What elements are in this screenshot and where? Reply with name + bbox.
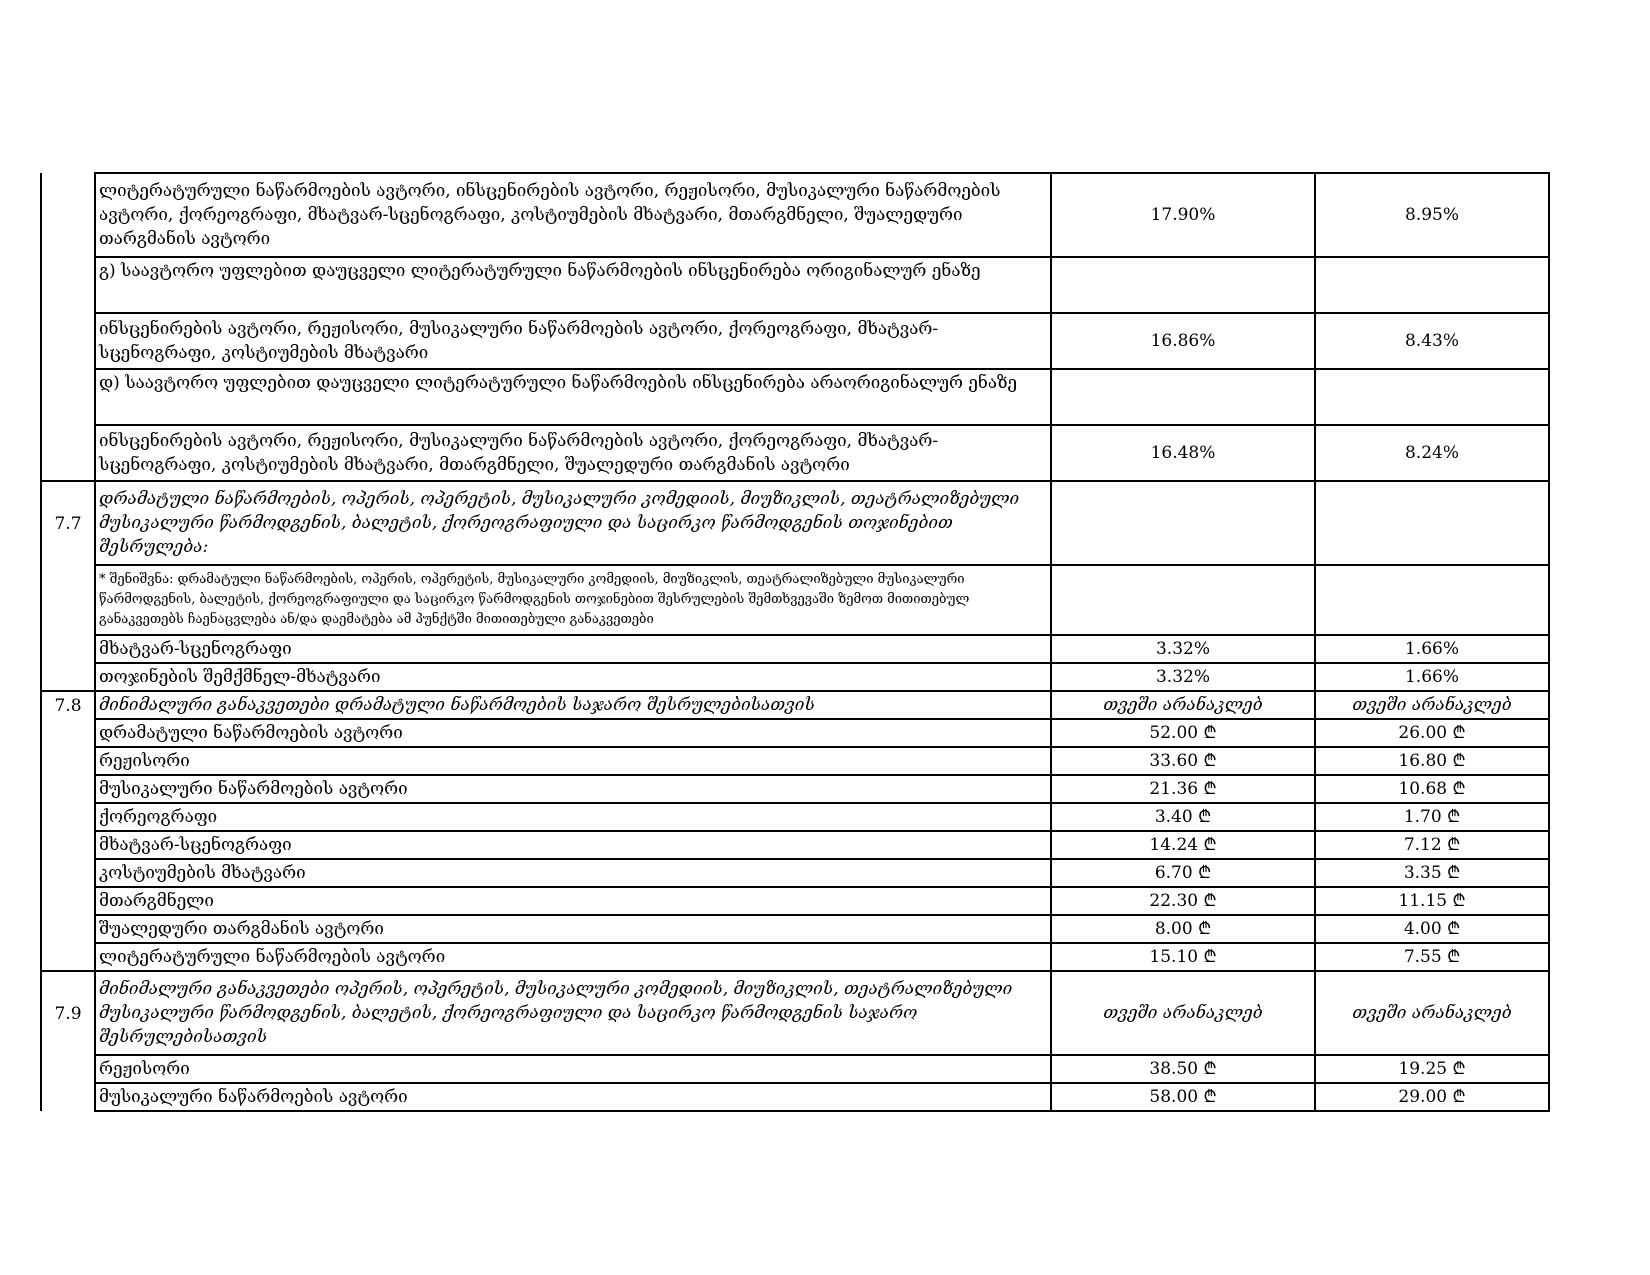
rate-primary: თვეში არანაკლებ [1051, 971, 1315, 1055]
table-row [41, 775, 1549, 803]
rate-primary: 58.00 ₾ [1051, 1083, 1315, 1111]
rate-primary: 33.60 ₾ [1051, 747, 1315, 775]
row-description: კოსტიუმების მხატვარი [95, 859, 1051, 887]
section-number [41, 831, 95, 859]
rate-secondary: 4.00 ₾ [1315, 915, 1549, 943]
rate-primary: 17.90% [1051, 173, 1315, 257]
table-row [41, 481, 1549, 565]
rate-secondary: 29.00 ₾ [1315, 1083, 1549, 1111]
row-description: რეჟისორი [95, 1055, 1051, 1083]
subsection-heading: დ) საავტორო უფლებით დაუცველი ლიტერატურული ნაწარმოების ინსცენირება არაორიგინალურ ენაზე [95, 369, 1051, 425]
section-number [41, 859, 95, 887]
rate-secondary: 8.95% [1315, 173, 1549, 257]
rate-secondary: 7.55 ₾ [1315, 943, 1549, 971]
row-description: თოჯინების შემქმნელ-მხატვარი [95, 663, 1051, 691]
table-row [41, 691, 1549, 719]
rate-secondary: 10.68 ₾ [1315, 775, 1549, 803]
rate-secondary: 1.66% [1315, 635, 1549, 663]
section-number [41, 803, 95, 831]
section-number [41, 425, 95, 481]
rate-secondary: 26.00 ₾ [1315, 719, 1549, 747]
subsection-heading: გ) საავტორო უფლებით დაუცველი ლიტერატურული ნაწარმოების ინსცენირება ორიგინალურ ენაზე [95, 257, 1051, 313]
rate-primary [1051, 369, 1315, 425]
rates-table [40, 172, 1550, 1112]
table-row [41, 565, 1549, 635]
section-number [41, 1083, 95, 1111]
rate-secondary [1315, 481, 1549, 565]
table-row [41, 173, 1549, 257]
section-number [41, 775, 95, 803]
table-row [41, 803, 1549, 831]
row-description: ინსცენირების ავტორი, რეჟისორი, მუსიკალური ნაწარმოების ავტორი, ქორეოგრაფი, მხატვარ-სცენოგრაფი, კოსტიუმების მხატვარი [95, 313, 1051, 369]
row-description: რეჟისორი [95, 747, 1051, 775]
rate-primary: 14.24 ₾ [1051, 831, 1315, 859]
row-description: მხატვარ-სცენოგრაფი [95, 831, 1051, 859]
rate-primary [1051, 257, 1315, 313]
rate-secondary: 1.66% [1315, 663, 1549, 691]
rate-primary: 38.50 ₾ [1051, 1055, 1315, 1083]
table-row [41, 635, 1549, 663]
rate-primary: 22.30 ₾ [1051, 887, 1315, 915]
section-number [41, 747, 95, 775]
rate-primary: 3.32% [1051, 635, 1315, 663]
row-description: ქორეოგრაფი [95, 803, 1051, 831]
table-row [41, 257, 1549, 313]
section-number [41, 369, 95, 425]
row-description: მთარგმნელი [95, 887, 1051, 915]
section-number: 7.9 [41, 971, 95, 1055]
section-number [41, 173, 95, 257]
rate-primary: 21.36 ₾ [1051, 775, 1315, 803]
rate-primary: 15.10 ₾ [1051, 943, 1315, 971]
table-row [41, 971, 1549, 1055]
row-description: ლიტერატურული ნაწარმოების ავტორი, ინსცენირების ავტორი, რეჟისორი, მუსიკალური ნაწარმოების ავტორი, ქორეოგრაფი, მხატვარ-სცენოგრაფი, კოსტიუმების მხატვარი, მთარგმნელი, შუალედური თარგმანის ავტორი [95, 173, 1051, 257]
rate-primary: 8.00 ₾ [1051, 915, 1315, 943]
table-row [41, 915, 1549, 943]
table-row [41, 313, 1549, 369]
rate-primary: 3.32% [1051, 663, 1315, 691]
rate-primary: 3.40 ₾ [1051, 803, 1315, 831]
rate-primary: 16.86% [1051, 313, 1315, 369]
table-row [41, 369, 1549, 425]
table-row [41, 1055, 1549, 1083]
rate-primary: 52.00 ₾ [1051, 719, 1315, 747]
table-row [41, 425, 1549, 481]
rate-primary: 16.48% [1051, 425, 1315, 481]
section-number [41, 943, 95, 971]
table-row [41, 719, 1549, 747]
footnote-text: * შენიშვნა: დრამატული ნაწარმოების, ოპერის, ოპერეტის, მუსიკალური კომედიის, მიუზიკლის, თეატრალიზებული მუსიკალური წარმოდგენის, ბალეტის, ქორეოგრაფიული და საცირკო წარმოდგენის თოჯინებით შესრულების შემთხვევაში ზემოთ მითითებულ განაკვეთებს ჩაენაცვლება ან/და დაემატება ამ პუნქტში მითითებული განაკვეთები [95, 565, 1051, 635]
rate-secondary [1315, 369, 1549, 425]
rate-secondary: თვეში არანაკლებ [1315, 691, 1549, 719]
table-row [41, 943, 1549, 971]
rate-secondary [1315, 257, 1549, 313]
rate-secondary: 8.43% [1315, 313, 1549, 369]
rate-secondary: 7.12 ₾ [1315, 831, 1549, 859]
rate-secondary: 1.70 ₾ [1315, 803, 1549, 831]
rate-secondary: 3.35 ₾ [1315, 859, 1549, 887]
rate-primary [1051, 565, 1315, 635]
section-number [41, 1055, 95, 1083]
section-number [41, 719, 95, 747]
section-heading: დრამატული ნაწარმოების, ოპერის, ოპერეტის, მუსიკალური კომედიის, მიუზიკლის, თეატრალიზებული მუსიკალური წარმოდგენის, ბალეტის, ქორეოგრაფიული და საცირკო წარმოდგენის თოჯინებით შესრულება: [95, 481, 1051, 565]
table-row [41, 887, 1549, 915]
section-heading: მინიმალური განაკვეთები დრამატული ნაწარმოების საჯარო შესრულებისათვის [95, 691, 1051, 719]
row-description: ინსცენირების ავტორი, რეჟისორი, მუსიკალური ნაწარმოების ავტორი, ქორეოგრაფი, მხატვარ-სცენოგრაფი, კოსტიუმების მხატვარი, მთარგმნელი, შუალედური თარგმანის ავტორი [95, 425, 1051, 481]
section-number: 7.8 [41, 691, 95, 719]
table-row [41, 663, 1549, 691]
section-number [41, 887, 95, 915]
row-description: მუსიკალური ნაწარმოების ავტორი [95, 775, 1051, 803]
row-description: ლიტერატურული ნაწარმოების ავტორი [95, 943, 1051, 971]
section-heading: მინიმალური განაკვეთები ოპერის, ოპერეტის, მუსიკალური კომედიის, მიუზიკლის, თეატრალიზებული მუსიკალური წარმოდგენის, ბალეტის, ქორეოგრაფიული და საცირკო წარმოდგენის საჯარო შესრულებისათვის [95, 971, 1051, 1055]
row-description: შუალედური თარგმანის ავტორი [95, 915, 1051, 943]
section-number [41, 565, 95, 635]
rate-secondary: თვეში არანაკლებ [1315, 971, 1549, 1055]
rate-secondary: 8.24% [1315, 425, 1549, 481]
section-number [41, 257, 95, 313]
row-description: მხატვარ-სცენოგრაფი [95, 635, 1051, 663]
section-number [41, 313, 95, 369]
table-row [41, 859, 1549, 887]
section-number: 7.7 [41, 481, 95, 565]
rate-secondary [1315, 565, 1549, 635]
section-number [41, 915, 95, 943]
rate-secondary: 19.25 ₾ [1315, 1055, 1549, 1083]
section-number [41, 663, 95, 691]
rate-secondary: 16.80 ₾ [1315, 747, 1549, 775]
table-row [41, 831, 1549, 859]
rate-primary: თვეში არანაკლებ [1051, 691, 1315, 719]
row-description: მუსიკალური ნაწარმოების ავტორი [95, 1083, 1051, 1111]
rate-primary: 6.70 ₾ [1051, 859, 1315, 887]
section-number [41, 635, 95, 663]
table-row [41, 747, 1549, 775]
table-row [41, 1083, 1549, 1111]
row-description: დრამატული ნაწარმოების ავტორი [95, 719, 1051, 747]
rate-secondary: 11.15 ₾ [1315, 887, 1549, 915]
rate-primary [1051, 481, 1315, 565]
